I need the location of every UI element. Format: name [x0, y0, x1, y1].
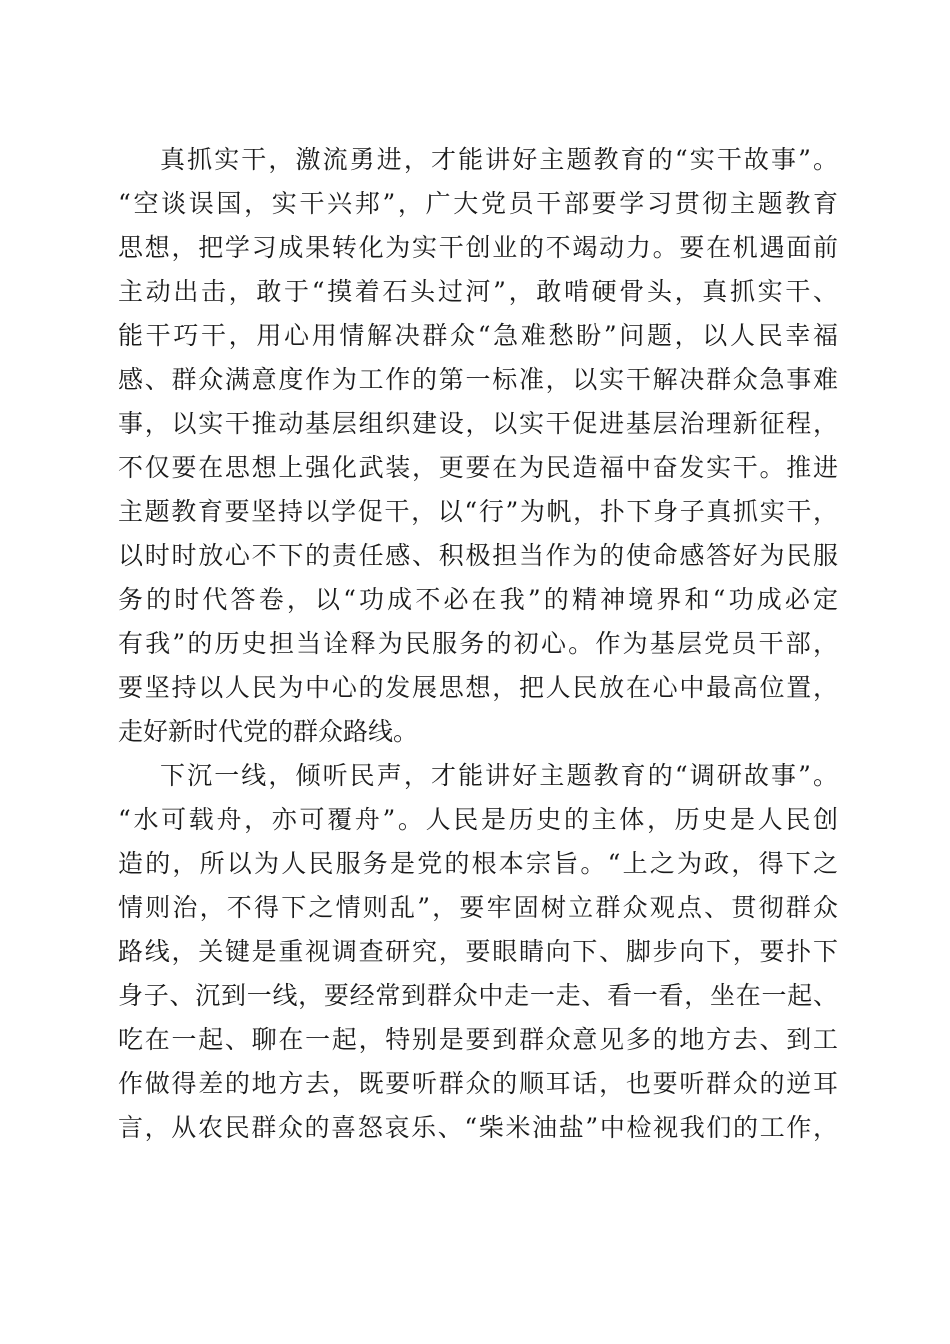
text-line: 走好新时代党的群众路线。: [118, 717, 419, 746]
text-line: 真抓实干，激流勇进，才能讲好主题教育的“实干故事”。: [160, 145, 838, 174]
text-line: 事，以实干推动基层组织建设，以实干促进基层治理新征程，: [118, 409, 838, 438]
text-line: 主动出击，敢于“摸着石头过河”，敢啃硬骨头，真抓实干、: [118, 277, 838, 306]
text-line: 言，从农民群众的喜怒哀乐、“柴米油盐”中检视我们的工作，: [118, 1113, 838, 1142]
text-line: 能干巧干，用心用情解决群众“急难愁盼”问题，以人民幸福: [118, 321, 838, 350]
text-line: 有我”的历史担当诠释为民服务的初心。作为基层党员干部，: [118, 629, 838, 658]
text-line: “水可载舟，亦可覆舟”。人民是历史的主体，历史是人民创: [118, 805, 838, 834]
text-line: 造的，所以为人民服务是党的根本宗旨。“上之为政，得下之: [118, 849, 838, 878]
text-line: 要坚持以人民为中心的发展思想，把人民放在心中最高位置，: [118, 673, 838, 702]
text-line: 思想，把学习成果转化为实干创业的不竭动力。要在机遇面前: [118, 233, 838, 262]
text-line: 情则治，不得下之情则乱”，要牢固树立群众观点、贯彻群众: [118, 893, 838, 922]
text-line: 主题教育要坚持以学促干，以“行”为帆，扑下身子真抓实干，: [118, 497, 838, 526]
text-line: 路线，关键是重视调查研究，要眼睛向下、脚步向下，要扑下: [118, 937, 838, 966]
text-line: 吃在一起、聊在一起，特别是要到群众意见多的地方去、到工: [118, 1025, 838, 1054]
text-line: 作做得差的地方去，既要听群众的顺耳话，也要听群众的逆耳: [118, 1069, 838, 1098]
text-line: 以时时放心不下的责任感、积极担当作为的使命感答好为民服: [118, 541, 838, 570]
text-line: 下沉一线，倾听民声，才能讲好主题教育的“调研故事”。: [160, 761, 838, 790]
text-line: 务的时代答卷，以“功成不必在我”的精神境界和“功成必定: [118, 585, 838, 614]
text-line: 身子、沉到一线，要经常到群众中走一走、看一看，坐在一起、: [118, 981, 838, 1010]
text-line: “空谈误国，实干兴邦”，广大党员干部要学习贯彻主题教育: [118, 189, 838, 218]
text-line: 感、群众满意度作为工作的第一标准，以实干解决群众急事难: [118, 365, 838, 394]
text-line: 不仅要在思想上强化武装，更要在为民造福中奋发实干。推进: [118, 453, 838, 482]
